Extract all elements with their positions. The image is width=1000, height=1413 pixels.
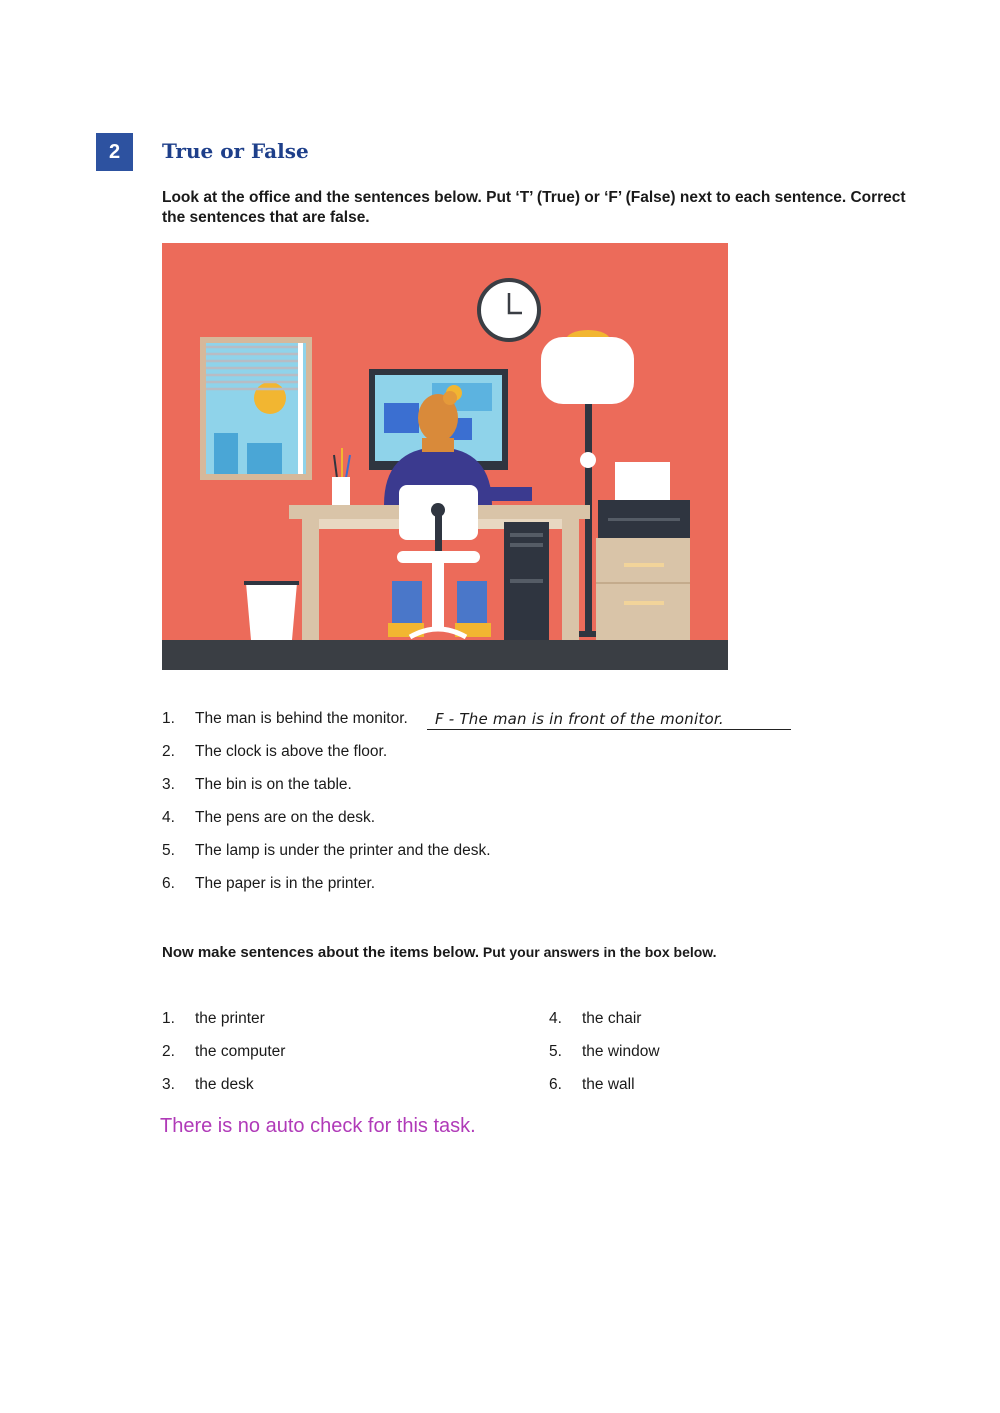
office-illustration [162,243,728,670]
item-text: the computer [195,1043,286,1060]
answer-field-1[interactable]: F - The man is in front of the monitor. [427,709,791,730]
computer-tower-icon [504,522,549,640]
sentence-text: The man is behind the monitor. [195,710,408,727]
instructions: Look at the office and the sentences below. Put ‘T’ (True) or ‘F’ (False) next to each sentence. Correct the sentences that are false. [162,189,906,226]
sentence-number: 6. [162,875,175,892]
sentence-number: 2. [162,743,175,760]
section-number: 2 [96,133,133,171]
item-number: 2. [162,1043,175,1060]
clock-icon [479,280,539,340]
task2-instruction [162,944,717,961]
item-number: 3. [162,1076,175,1093]
sentence-text: The bin is on the table. [195,776,352,793]
item-text: the printer [195,1010,265,1027]
sentence-number: 4. [162,809,175,826]
item-text: the chair [582,1010,642,1027]
item-text: the wall [582,1076,635,1093]
sentence-number: 3. [162,776,175,793]
item-number: 5. [549,1043,562,1060]
item-text: the window [582,1043,660,1060]
bin-icon [244,581,299,640]
sentence-number: 5. [162,842,175,859]
sentence-text: The pens are on the desk. [195,809,376,826]
task2-instruction-a: Now make sentences about the items below. [162,944,480,961]
auto-check-note: There is no auto check for this task. [160,1115,476,1137]
item-text: the desk [195,1076,254,1093]
task2-instruction-b: Put your answers in the box below. [479,944,717,960]
item-number: 1. [162,1010,175,1027]
sentence-text: The paper is in the printer. [195,875,376,892]
sentence-text: The clock is above the floor. [195,743,388,760]
window-icon [200,337,312,480]
item-number: 6. [549,1076,562,1093]
sentence-text: The lamp is under the printer and the desk. [195,842,491,859]
section-title: True or False [162,139,309,163]
sentence-number: 1. [162,710,175,727]
item-number: 4. [549,1010,562,1027]
